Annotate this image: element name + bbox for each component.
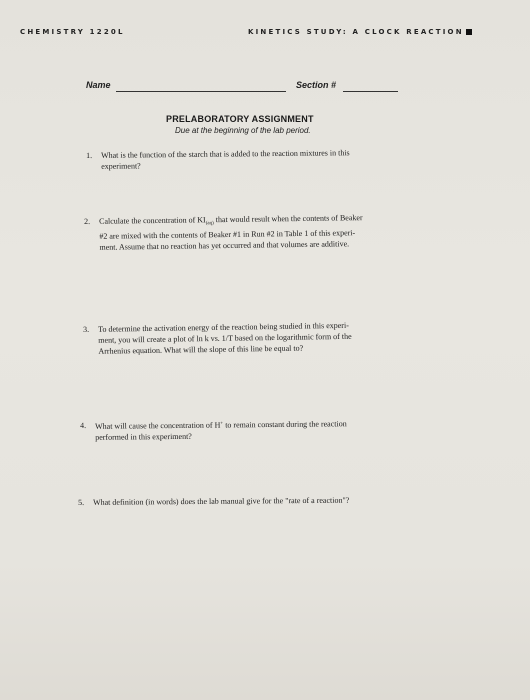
question-line: Arrhenius equation. What will the slope of this line be equal to? [98,343,304,356]
question-line: What definition (in words) does the lab manual give for the "rate of a reaction"? [93,495,350,507]
question-number: 1. [86,150,93,160]
question-text [95,417,347,443]
question-text [101,147,350,172]
section-blank-field[interactable] [343,91,398,92]
question-number: 3. [83,324,90,334]
running-head-title: KINETICS STUDY: A CLOCK REACTION [248,28,464,36]
question-text [98,320,352,357]
subscript-aq: (aq) [205,221,214,227]
section-label: Section # [296,80,337,90]
question-line: ment. Assume that no reaction has yet occurred and that volumes are additive. [99,239,350,252]
question-line-part: What will cause the concentration of H [95,420,221,431]
question-line: ment, you will create a plot of ln k vs. 1/T based on the logarithmic form of the [98,331,352,345]
question-text [93,495,349,508]
name-label: Name [86,80,111,90]
question-text [99,212,363,253]
assignment-title: PRELABORATORY ASSIGNMENT [166,114,314,124]
running-head-chapter [248,28,472,36]
assignment-subtitle: Due at the beginning of the lab period. [175,126,311,135]
question-line-part: to remain constant during the reaction [223,419,347,430]
running-head-course: CHEMISTRY 1220L [20,28,125,36]
question-number: 2. [84,216,91,226]
question-line-part: Calculate the concentration of KI [99,215,206,226]
question-line: performed in this experiment? [95,431,192,442]
question-number: 4. [80,420,87,430]
superscript-plus: + [220,421,224,427]
question-line: experiment? [101,161,141,171]
question-line: To determine the activation energy of the reaction being studied in this experi- [98,320,349,334]
name-blank-field[interactable] [116,91,286,92]
question-line-part: that would result when the contents of Beaker [213,213,363,225]
square-marker-icon [466,29,472,35]
question-line: #2 are mixed with the contents of Beaker #1 in Run #2 in Table 1 of this experi- [99,228,356,241]
question-number: 5. [78,497,85,507]
question-line: What is the function of the starch that is added to the reaction mixtures in this [101,148,350,160]
